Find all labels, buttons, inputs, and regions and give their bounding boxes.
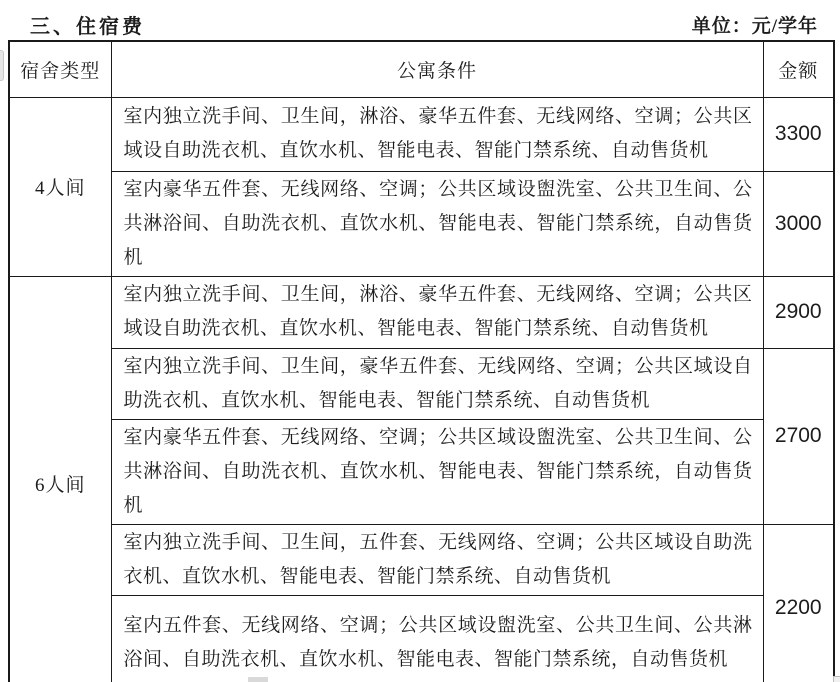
col-header-apartment-condition: 公寓条件 xyxy=(111,41,763,97)
unit-label: 单位：元/学年 xyxy=(691,15,818,37)
condition-cell: 室内五件套、无线网络、空调；公共区域设盥洗室、公共卫生间、公共淋浴间、自助洗衣机、直饮水机、智能电表、智能门禁系统，自动售货机 xyxy=(111,595,763,682)
accommodation-fee-table xyxy=(8,40,835,682)
dorm-type-4-person: 4人间 xyxy=(9,97,111,276)
table-row xyxy=(9,276,834,348)
table-row xyxy=(9,524,834,595)
title-row xyxy=(8,6,833,40)
table-row xyxy=(9,595,834,682)
condition-cell: 室内独立洗手间、卫生间，淋浴、豪华五件套、无线网络、空调；公共区域设自助洗衣机、直饮水机、智能电表、智能门禁系统、自动售货机 xyxy=(111,97,763,171)
header-row xyxy=(9,41,834,97)
condition-cell: 室内独立洗手间、卫生间，淋浴、豪华五件套、无线网络、空调；公共区域设自助洗衣机、直饮水机、智能电表、智能门禁系统、自动售货机 xyxy=(111,276,763,348)
table-row xyxy=(9,348,834,419)
amount-cell: 3300 xyxy=(763,97,834,171)
horizontal-scrollbar-thumb[interactable] xyxy=(248,677,268,682)
amount-cell: 2200 xyxy=(763,524,834,682)
page-edge-handle xyxy=(0,50,4,81)
amount-cell: 2700 xyxy=(763,348,834,524)
amount-cell: 2900 xyxy=(763,276,834,348)
table-row xyxy=(9,171,834,276)
col-header-dorm-type: 宿舍类型 xyxy=(9,41,111,97)
condition-cell: 室内独立洗手间、卫生间，豪华五件套、无线网络、空调；公共区域设自助洗衣机、直饮水机、智能电表、智能门禁系统、自动售货机 xyxy=(111,348,763,419)
col-header-amount: 金额 xyxy=(763,41,834,97)
section-title: 三、住宿费 xyxy=(30,15,145,38)
table-row xyxy=(9,419,834,524)
scrollbar-corner xyxy=(833,676,840,682)
condition-cell: 室内豪华五件套、无线网络、空调；公共区域设盥洗室、公共卫生间、公共淋浴间、自助洗衣机、直饮水机、智能电表、智能门禁系统，自动售货机 xyxy=(111,171,763,276)
condition-cell: 室内豪华五件套、无线网络、空调；公共区域设盥洗室、公共卫生间、公共淋浴间、自助洗衣机、直饮水机、智能电表、智能门禁系统，自动售货机 xyxy=(111,419,763,524)
table-row xyxy=(9,97,834,171)
dorm-type-6-person: 6人间 xyxy=(9,276,111,682)
amount-cell: 3000 xyxy=(763,171,834,276)
condition-cell: 室内独立洗手间、卫生间，五件套、无线网络、空调；公共区域设自助洗衣机、直饮水机、智能电表、智能门禁系统、自动售货机 xyxy=(111,524,763,595)
